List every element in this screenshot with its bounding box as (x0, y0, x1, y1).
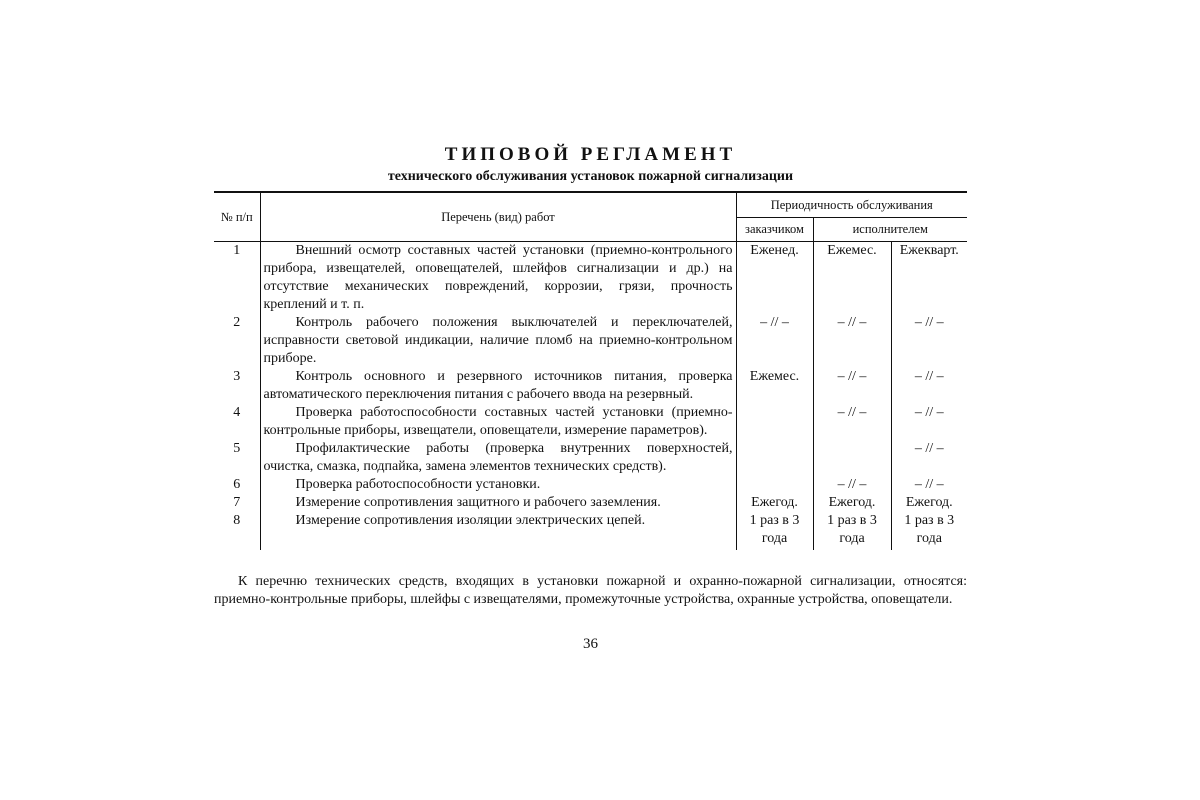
row-work (260, 368, 736, 404)
document-title: ТИПОВОЙ РЕГЛАМЕНТ (444, 144, 737, 165)
row-period-executor-2: – // – (914, 477, 944, 492)
row-period-customer: Ежегод. (736, 494, 813, 512)
row-period-customer: 1 раз в 3 года (736, 512, 813, 550)
row-period-executor-1: Ежемес. (813, 242, 891, 315)
table-row (214, 368, 967, 404)
row-period-customer: – // – (736, 314, 813, 368)
row-period-executor-1: – // – (813, 404, 891, 440)
row-period-customer (736, 404, 813, 440)
row-period-executor-2: – // – (914, 441, 944, 456)
row-number: 7 (214, 494, 260, 512)
row-number: 8 (214, 512, 260, 550)
row-work-text: Профилактические работы (проверка внутренних поверхностей, очистка, смазка, подпайка, замена элементов технических средств). (263, 441, 733, 474)
row-period-executor-1: – // – (813, 314, 891, 368)
table-row (214, 494, 967, 512)
row-work (260, 404, 736, 440)
header-num: № п/п (214, 192, 260, 242)
row-period-executor-2: – // – (914, 369, 944, 384)
row-period-executor-1: Ежегод. (813, 494, 891, 512)
row-period-customer: Ежемес. (736, 368, 813, 404)
row-period-customer (736, 476, 813, 494)
row-number: 4 (214, 404, 260, 440)
header-customer: заказчиком (736, 218, 813, 242)
table-row (214, 314, 967, 368)
table-row (214, 404, 967, 440)
row-number: 5 (214, 440, 260, 476)
row-number: 1 (214, 242, 260, 315)
table-body (214, 242, 967, 551)
row-work (260, 440, 736, 476)
row-period-executor-2: Ежекварт. (899, 243, 959, 258)
table-row (214, 476, 967, 494)
row-work-text: Измерение сопротивления защитного и рабочего заземления. (295, 495, 661, 510)
row-work-text: Проверка работоспособности установки. (295, 477, 541, 492)
header-work: Перечень (вид) работ (260, 192, 736, 242)
row-work-text: Контроль основного и резервного источников питания, проверка автоматического переключения питания с рабочего ввода на резервный. (263, 369, 733, 402)
row-work (260, 512, 736, 550)
header-periodicity: Периодичность обслуживания (736, 192, 967, 218)
table-row (214, 512, 967, 550)
footnote: К перечню технических средств, входящих в установки пожарной и охранно-пожарной сигнализации, относятся: приемно-контрольные приборы, шлейфы с извещателями, промежуточные устройства, охранные устройства, оповещатели. (214, 574, 967, 607)
row-work-text: Внешний осмотр составных частей установки (приемно-контрольного прибора, извещателей, оповещателей, шлейфов сигнализации и др.) на отсутствие механических повреждений, коррозии, грязи, прочность креплений и т. п. (263, 243, 733, 312)
row-work (260, 242, 736, 315)
row-work-text: Контроль рабочего положения выключателей и переключателей, исправности световой индикации, наличие пломб на приемно-контрольном приборе. (263, 315, 733, 366)
row-work (260, 476, 736, 494)
row-work-text: Измерение сопротивления изоляции электрических цепей. (295, 513, 646, 528)
regulation-table (214, 191, 967, 550)
header-executor: исполнителем (813, 218, 967, 242)
row-number: 2 (214, 314, 260, 368)
row-number: 3 (214, 368, 260, 404)
row-period-executor-1: – // – (813, 368, 891, 404)
row-period-executor-2: 1 раз в 3 года (904, 513, 955, 546)
row-number: 6 (214, 476, 260, 494)
document-subtitle: технического обслуживания установок пожарной сигнализации (387, 169, 794, 184)
row-period-executor-2: – // – (914, 315, 944, 330)
row-period-executor-2: – // – (914, 405, 944, 420)
row-period-executor-1: – // – (813, 476, 891, 494)
table-row (214, 440, 967, 476)
row-period-customer (736, 440, 813, 476)
row-work-text: Проверка работоспособности составных частей установки (приемно-контрольные приборы, извещатели, оповещатели, измерение параметров). (263, 405, 733, 438)
row-period-executor-1: 1 раз в 3 года (813, 512, 891, 550)
page-number: 36 (583, 636, 598, 652)
row-period-customer: Еженед. (736, 242, 813, 315)
table-row (214, 242, 967, 315)
row-work (260, 494, 736, 512)
row-period-executor-2: Ежегод. (905, 495, 953, 510)
row-work (260, 314, 736, 368)
row-period-executor-1 (813, 440, 891, 476)
